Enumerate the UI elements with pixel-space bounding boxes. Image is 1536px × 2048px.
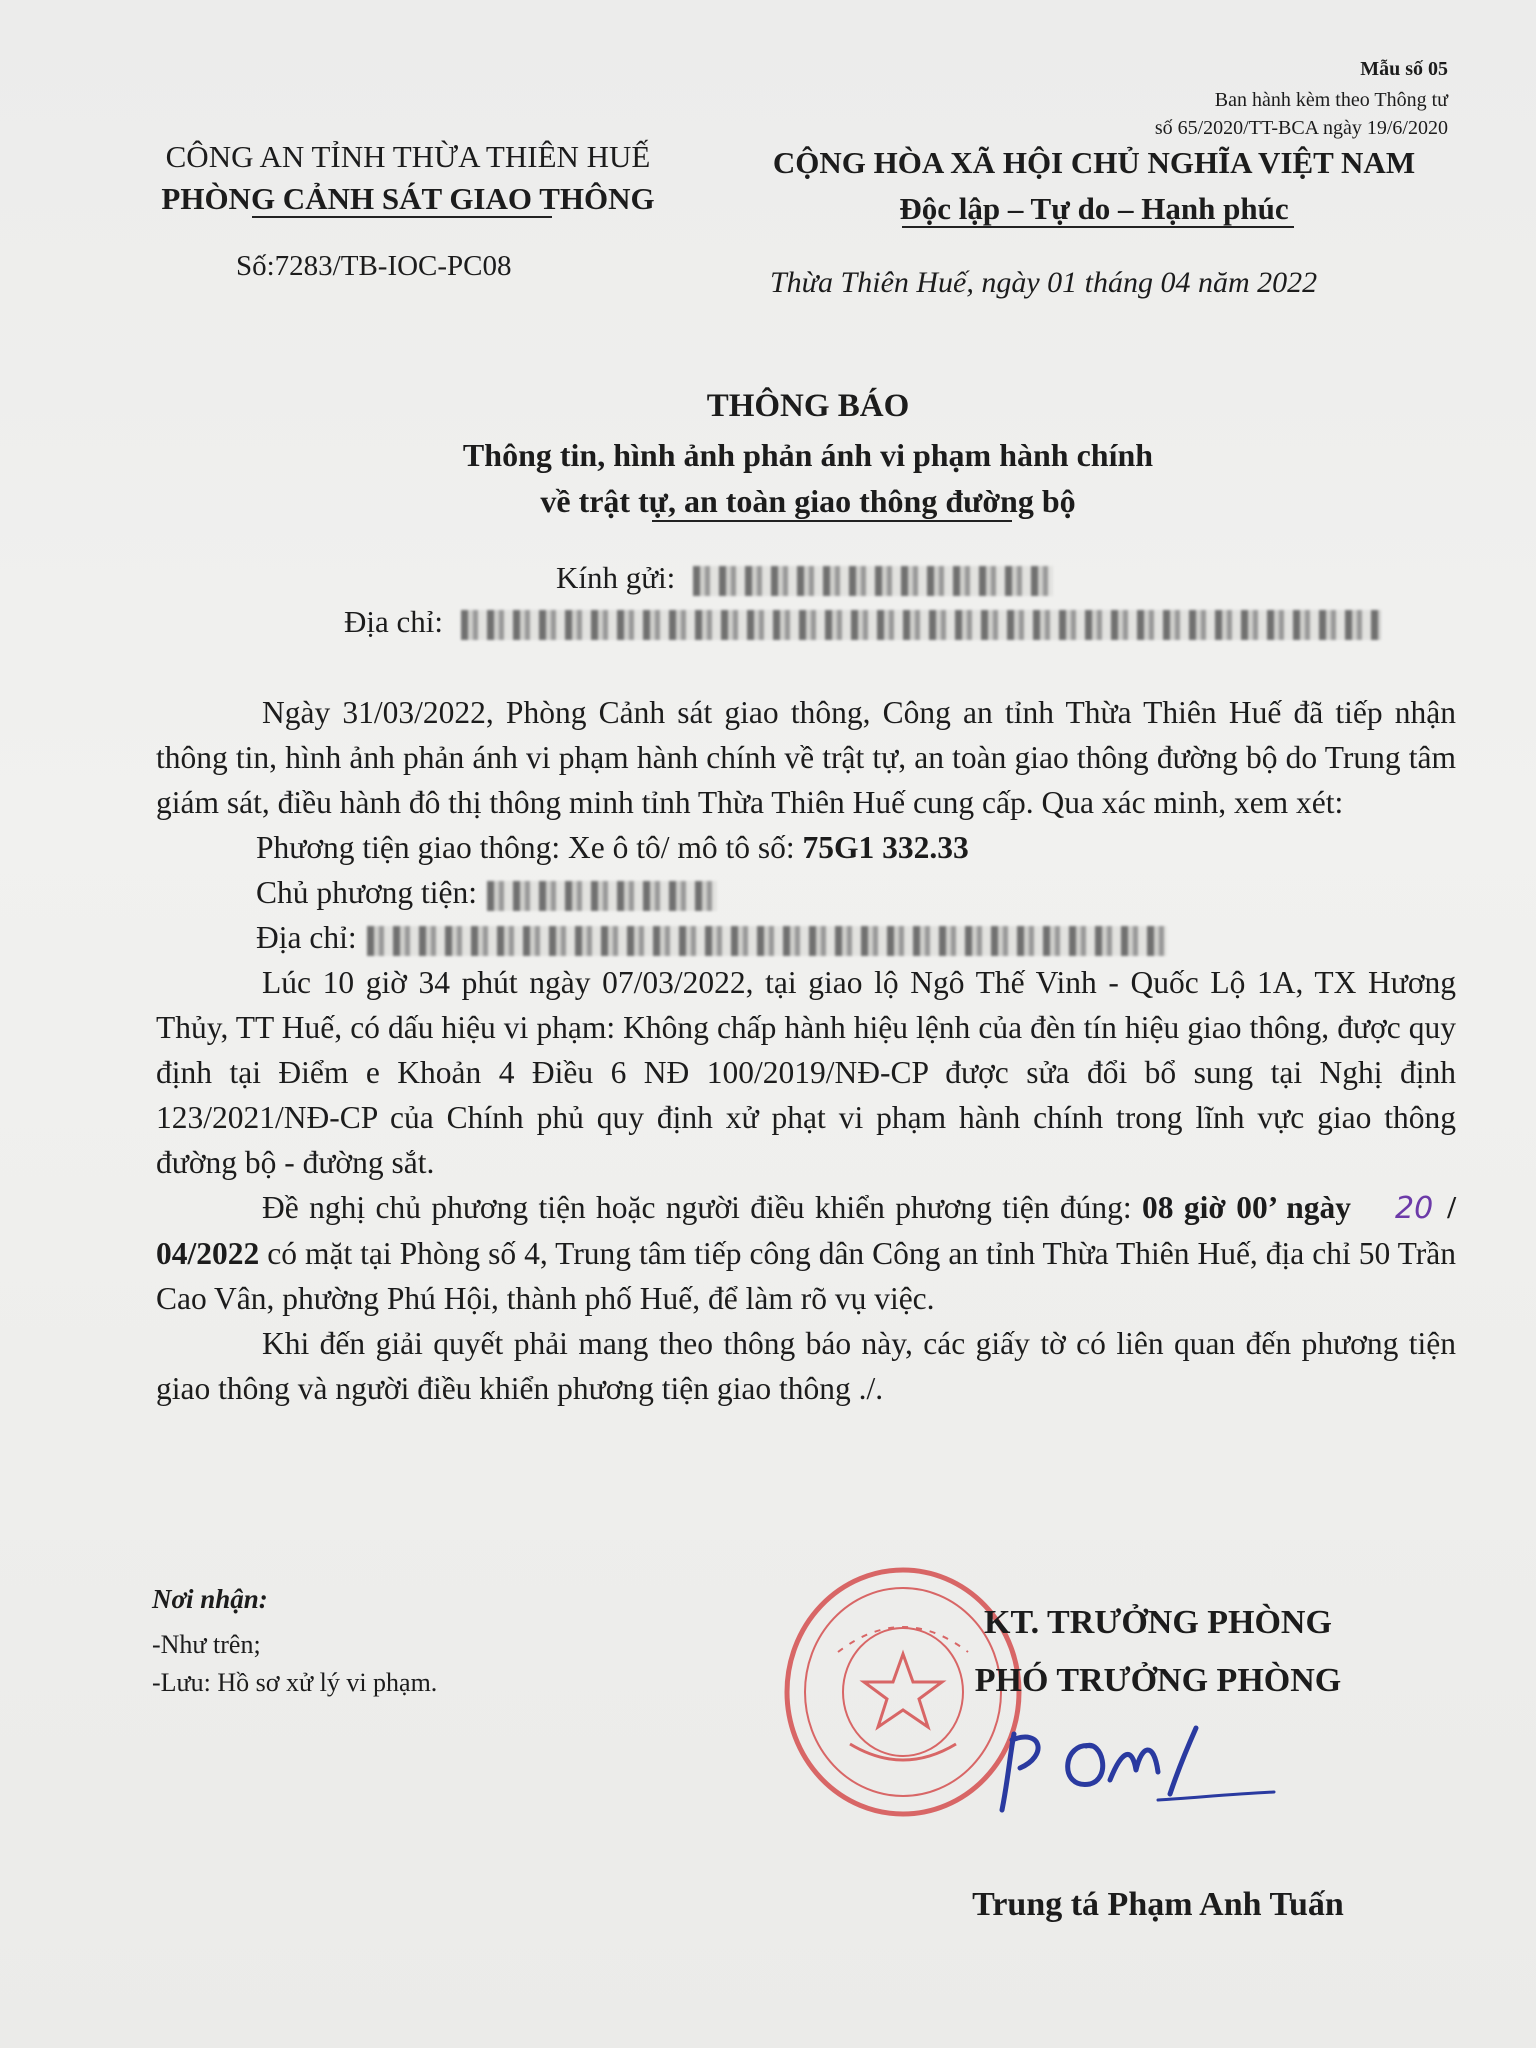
redacted-owner [487, 881, 717, 911]
signer-name: Trung tá Phạm Anh Tuấn [972, 1886, 1344, 1923]
recipient-label: Kính gửi: [556, 560, 676, 595]
issuing-agency [118, 136, 698, 220]
redacted-address [461, 610, 1381, 640]
recipient-address-line [344, 604, 1381, 640]
agency-line2: PHÒNG CẢNH SÁT GIAO THÔNG [161, 181, 655, 216]
form-note [1155, 86, 1448, 142]
signature-line1: KT. TRƯỞNG PHÒNG [984, 1604, 1332, 1641]
recipients-title: Nơi nhận: [152, 1584, 268, 1614]
vehicle-line [156, 825, 1456, 870]
recipient-item-1: -Như trên; [152, 1630, 261, 1659]
document-body [156, 690, 1456, 1411]
form-note-line1: Ban hành kèm theo Thông tư [1214, 89, 1448, 111]
subtitle-line1: Thông tin, hình ảnh phản ánh vi phạm hành chính [462, 437, 1154, 473]
paragraph-4: Khi đến giải quyết phải mang theo thông báo này, các giấy tờ có liên quan đến phương tiện giao thông và người điều khiển phương tiện giao thông ./. [156, 1326, 1456, 1406]
document-subtitle [0, 432, 1536, 524]
paragraph-2: Lúc 10 giờ 34 phút ngày 07/03/2022, tại giao lộ Ngô Thế Vinh - Quốc Lộ 1A, TX Hương Thủy, TT Huế, có dấu hiệu vi phạm: Không chấp hành hiệu lệnh của đèn tín hiệu giao thông, được quy định tại Điểm e Khoản 4 Điều 6 NĐ 100/2019/NĐ-CP được sửa đổi bổ sung tại Nghị định 123/2021/NĐ-CP của Chính phủ quy định xử phạt vi phạm hành chính trong lĩnh vực giao thông đường bộ - đường sắt. [156, 965, 1456, 1180]
p3-month-year: / 04/2022 [156, 1190, 1456, 1271]
owner-label: Chủ phương tiện: [256, 875, 477, 910]
signature-title [898, 1594, 1418, 1710]
document-title: THÔNG BÁO [706, 388, 910, 424]
owner-address-label: Địa chỉ: [256, 920, 357, 955]
form-note-line2: số 65/2020/TT-BCA ngày 19/6/2020 [1154, 117, 1448, 139]
signature-line2: PHÓ TRƯỞNG PHÒNG [974, 1662, 1342, 1699]
issue-date: Thừa Thiên Huế, ngày 01 tháng 04 năm 2022 [770, 266, 1318, 299]
owner-line [156, 870, 1456, 915]
address-label: Địa chỉ: [344, 604, 443, 639]
agency-line1: CÔNG AN TỈNH THỪA THIÊN HUẾ [165, 139, 651, 174]
nation-line1: CỘNG HÒA XÃ HỘI CHỦ NGHĨA VIỆT NAM [772, 145, 1416, 180]
owner-address-line [156, 915, 1456, 960]
national-header [726, 140, 1462, 232]
paragraph-3 [156, 1185, 1456, 1321]
p3-rest: có mặt tại Phòng số 4, Trung tâm tiếp công dân Công an tỉnh Thừa Thiên Huế, địa chỉ 50 Trần Cao Vân, phường Phú Hội, thành phố Huế, để làm rõ vụ việc. [156, 1236, 1456, 1316]
paragraph-1: Ngày 31/03/2022, Phòng Cảnh sát giao thông, Công an tỉnh Thừa Thiên Huế đã tiếp nhận thông tin, hình ảnh phản ánh vi phạm hành chính về trật tự, an toàn giao thông đường bộ do Trung tâm giám sát, điều hành đô thị thông minh tỉnh Thừa Thiên Huế cung cấp. Qua xác minh, xem xét: [156, 695, 1456, 820]
nation-line2: Độc lập – Tự do – Hạnh phúc [899, 191, 1289, 226]
recipient-line [556, 560, 1053, 596]
document-number: Số:7283/TB-IOC-PC08 [236, 250, 512, 282]
vehicle-label: Phương tiện giao thông: Xe ô tô/ mô tô số: [256, 830, 803, 865]
agency-underline [252, 216, 552, 218]
handwritten-day: 20 [1395, 1191, 1434, 1226]
subtitle-line2: về trật tự, an toàn giao thông đường bộ [540, 483, 1076, 519]
redacted-owner-address [367, 926, 1167, 956]
nation-underline [902, 226, 1294, 228]
vehicle-plate: 75G1 332.33 [802, 830, 969, 865]
p3-time: 08 giờ 00’ ngày [1142, 1190, 1352, 1225]
subtitle-underline [652, 520, 1012, 522]
redacted-recipient [693, 566, 1053, 596]
recipient-item-2: -Lưu: Hồ sơ xử lý vi phạm. [152, 1668, 438, 1697]
form-number: Mẫu số 05 [1360, 58, 1448, 80]
handwritten-signature-icon [982, 1710, 1282, 1830]
p3-start: Đề nghị chủ phương tiện hoặc người điều khiển phương tiện đúng: [262, 1190, 1143, 1225]
